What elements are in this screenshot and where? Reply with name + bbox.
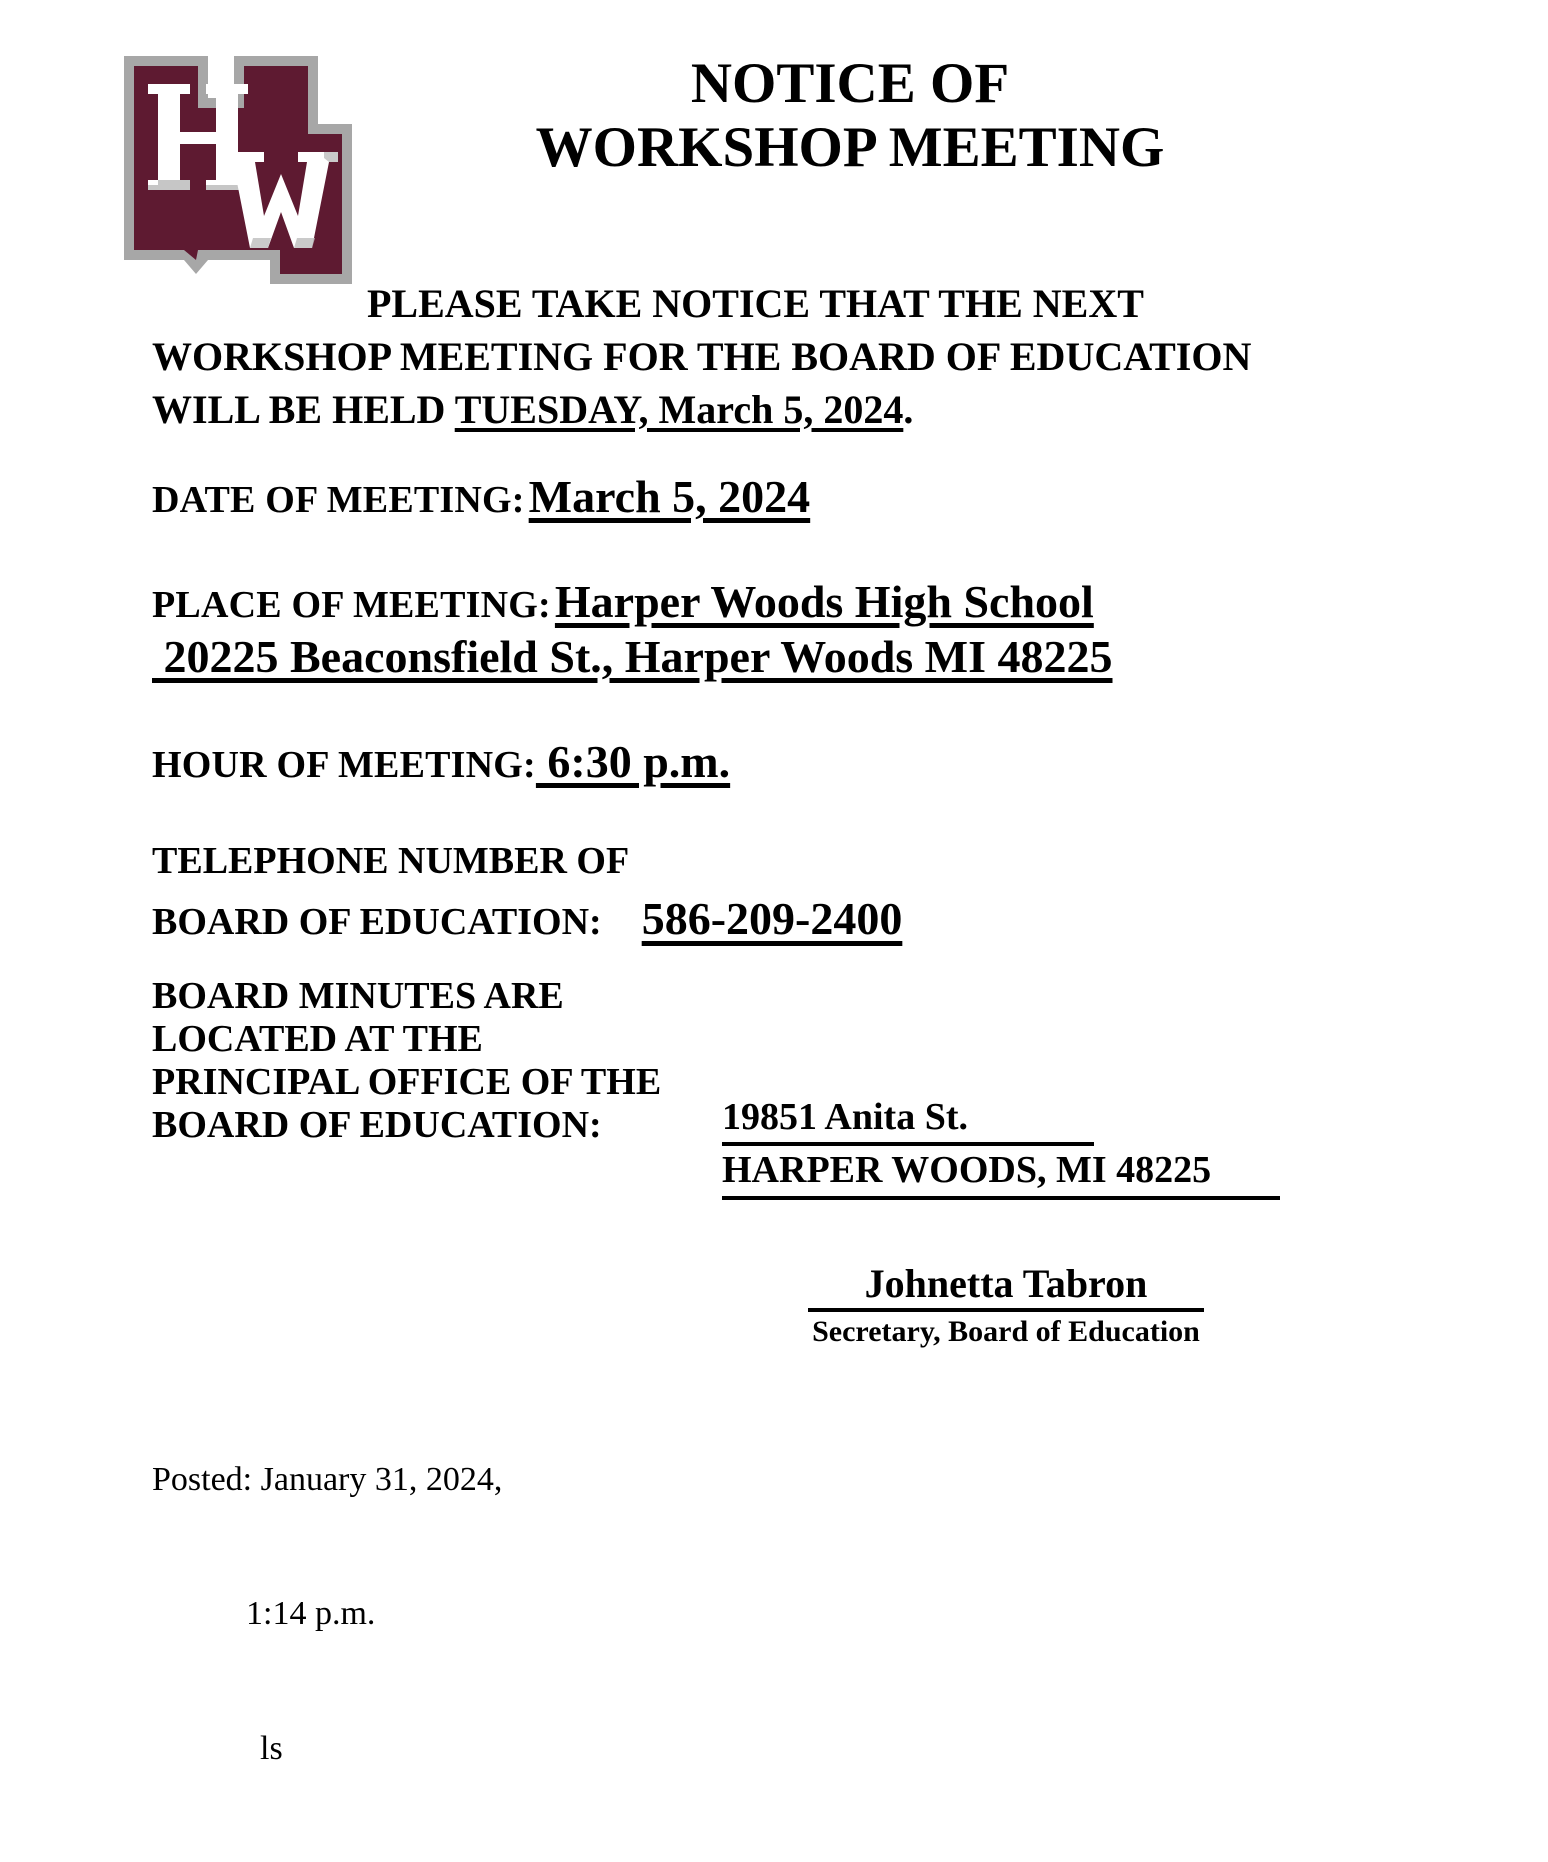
board-office-address-block — [722, 1093, 1280, 1200]
hour-of-meeting-value: 6:30 p.m. — [535, 736, 731, 787]
page-title — [400, 52, 1300, 181]
intro-line-1: PLEASE TAKE NOTICE THAT THE NEXT — [367, 281, 1144, 326]
intro-line-2: WORKSHOP MEETING FOR THE BOARD OF EDUCATION — [152, 333, 1252, 379]
date-of-meeting-value: March 5, 2024 — [528, 471, 811, 522]
board-minutes-line-1: BOARD MINUTES ARE — [152, 975, 564, 1017]
board-office-address-line-2: HARPER WOODS, MI 48225 — [722, 1146, 1280, 1199]
telephone-number-value: 586-209-2400 — [641, 893, 903, 945]
intro-line-3-suffix: . — [903, 386, 914, 432]
date-of-meeting-row — [152, 470, 810, 523]
telephone-label-line-1: TELEPHONE NUMBER OF — [152, 840, 630, 882]
place-of-meeting-street-address: 20225 Beaconsfield St., Harper Woods MI 48225 — [152, 631, 1113, 682]
hour-of-meeting-label: HOUR OF MEETING: — [152, 744, 536, 786]
posted-time: 1:14 p.m. — [246, 1595, 376, 1633]
hour-of-meeting-row — [152, 735, 730, 788]
signature-role: Secretary, Board of Education — [812, 1315, 1200, 1348]
board-office-address-line-1: 19851 Anita St. — [722, 1093, 1094, 1146]
signature-block — [808, 1262, 1204, 1348]
title-line-1: NOTICE OF — [690, 52, 1010, 115]
board-minutes-line-3: PRINCIPAL OFFICE OF THE — [152, 1060, 662, 1103]
place-of-meeting-address-row — [152, 630, 1113, 683]
date-of-meeting-label: DATE OF MEETING: — [152, 479, 525, 521]
intro-line-3-prefix: WILL BE HELD — [152, 386, 455, 432]
signature-name: Johnetta Tabron — [808, 1262, 1204, 1312]
telephone-label-line-2-row — [152, 887, 902, 950]
meeting-day-date-underlined: TUESDAY, March 5, 2024 — [454, 386, 904, 432]
title-line-2: WORKSHOP MEETING — [535, 116, 1165, 180]
posted-initials: ls — [260, 1730, 283, 1767]
harper-woods-hw-monogram-logo — [112, 46, 362, 296]
board-minutes-line-4: BOARD OF EDUCATION: — [152, 1103, 602, 1146]
place-of-meeting-value: Harper Woods High School — [554, 576, 1094, 627]
posted-date: Posted: January 31, 2024, — [152, 1460, 503, 1498]
intro-paragraph — [152, 278, 1332, 436]
telephone-label-line-2: BOARD OF EDUCATION: — [152, 901, 602, 944]
place-of-meeting-label: PLACE OF MEETING: — [152, 584, 551, 626]
posted-footer — [152, 1368, 502, 1862]
board-minutes-line-2: LOCATED AT THE — [152, 1017, 483, 1060]
board-minutes-block — [152, 975, 661, 1147]
place-of-meeting-row — [152, 575, 1094, 628]
telephone-block — [152, 835, 902, 950]
